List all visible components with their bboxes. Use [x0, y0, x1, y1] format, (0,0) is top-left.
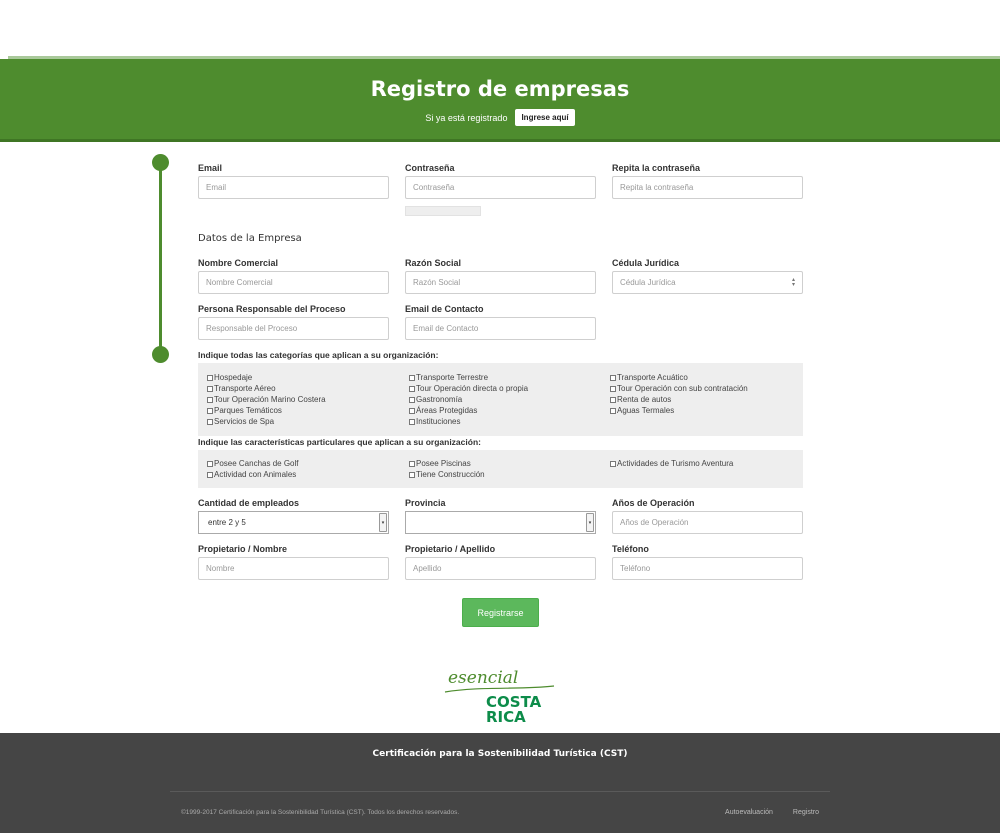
checkbox-icon[interactable]: [610, 461, 616, 467]
responsible-placeholder: Responsable del Proceso: [206, 324, 298, 333]
province-select[interactable]: [405, 511, 596, 534]
feature-label: Tiene Construcción: [416, 470, 485, 479]
page-header: [0, 59, 1000, 142]
checkbox-icon[interactable]: [409, 419, 415, 425]
logo-wordmark: [486, 695, 541, 725]
password-strength-meter: [405, 206, 481, 216]
category-checkbox[interactable]: [610, 384, 748, 393]
email-placeholder: Email: [206, 183, 227, 192]
repeat-password-placeholder: Repita la contraseña: [620, 183, 694, 192]
years-label: Años de Operación: [612, 498, 695, 508]
category-label: Hospedaje: [214, 373, 253, 382]
employees-value: entre 2 y 5: [208, 518, 246, 527]
owner-last-field[interactable]: [405, 557, 596, 580]
dropdown-arrow-icon[interactable]: ▾: [586, 513, 594, 532]
footer-link-registro[interactable]: Registro: [792, 809, 819, 816]
feature-checkbox[interactable]: [207, 459, 299, 468]
trade-name-placeholder: Nombre Comercial: [206, 278, 273, 287]
login-prompt: [0, 109, 1000, 126]
category-checkbox[interactable]: [207, 406, 282, 415]
category-checkbox[interactable]: [207, 417, 274, 426]
category-label: Servicios de Spa: [214, 417, 275, 426]
category-label: Instituciones: [416, 417, 461, 426]
contact-email-placeholder: Email de Contacto: [413, 324, 479, 333]
category-checkbox[interactable]: [610, 406, 674, 415]
category-checkbox[interactable]: [409, 417, 460, 426]
legal-name-placeholder: Razón Social: [413, 278, 461, 287]
feature-checkbox[interactable]: [610, 459, 733, 468]
checkbox-icon[interactable]: [409, 375, 415, 381]
phone-label: Teléfono: [612, 544, 649, 554]
checkbox-icon[interactable]: [207, 461, 213, 467]
responsible-label: Persona Responsable del Proceso: [198, 304, 346, 314]
employees-label: Cantidad de empleados: [198, 498, 300, 508]
years-placeholder: Años de Operación: [620, 518, 689, 527]
footer-title: Certificación para la Sostenibilidad Turística (CST): [372, 749, 628, 759]
category-checkbox[interactable]: [409, 373, 488, 382]
owner-first-placeholder: Nombre: [206, 564, 235, 573]
feature-checkbox[interactable]: [409, 459, 471, 468]
features-label: Indique las características particulares que aplican a su organización:: [198, 437, 481, 447]
category-label: Transporte Aéreo: [214, 384, 276, 393]
dropdown-arrow-icon[interactable]: ▾: [379, 513, 387, 532]
feature-label: Actividad con Animales: [214, 470, 297, 479]
owner-last-placeholder: Apellido: [413, 564, 442, 573]
email-field[interactable]: [198, 176, 389, 199]
owner-first-label: Propietario / Nombre: [198, 544, 288, 554]
legal-id-label: Cédula Jurídica: [612, 258, 680, 268]
owner-last-label: Propietario / Apellido: [405, 544, 496, 554]
checkbox-icon[interactable]: [207, 419, 213, 425]
checkbox-icon[interactable]: [610, 375, 616, 381]
category-checkbox[interactable]: [409, 406, 477, 415]
checkbox-icon[interactable]: [207, 408, 213, 414]
categories-label: Indique todas las categorías que aplican a su organización:: [198, 350, 439, 360]
contact-email-label: Email de Contacto: [405, 304, 484, 314]
contact-email-field[interactable]: [405, 317, 596, 340]
checkbox-icon[interactable]: [207, 472, 213, 478]
category-checkbox[interactable]: [610, 373, 688, 382]
category-label: Tour Operación con sub contratación: [617, 384, 748, 393]
category-label: Tour Operación directa o propia: [416, 384, 529, 393]
trade-name-field[interactable]: [198, 271, 389, 294]
years-field[interactable]: [612, 511, 803, 534]
category-label: Tour Operación Marino Costera: [214, 395, 326, 404]
legal-name-field[interactable]: [405, 271, 596, 294]
trade-name-label: Nombre Comercial: [198, 258, 279, 268]
category-label: Gastronomía: [416, 395, 463, 404]
employees-select[interactable]: [198, 511, 389, 534]
password-placeholder: Contraseña: [413, 183, 455, 192]
features-panel: [198, 450, 803, 488]
password-field[interactable]: [405, 176, 596, 199]
checkbox-icon[interactable]: [207, 397, 213, 403]
repeat-password-label: Repita la contraseña: [612, 163, 701, 173]
phone-field[interactable]: [612, 557, 803, 580]
phone-placeholder: Teléfono: [620, 564, 651, 573]
responsible-field[interactable]: [198, 317, 389, 340]
register-button[interactable]: Registrarse: [462, 598, 539, 627]
page-footer: [0, 733, 1000, 833]
category-checkbox[interactable]: [207, 373, 252, 382]
checkbox-icon[interactable]: [610, 386, 616, 392]
feature-label: Actividades de Turismo Aventura: [617, 459, 734, 468]
number-spinner-icon[interactable]: ▴ ▾: [791, 277, 795, 288]
esencial-costa-rica-logo: [440, 668, 560, 730]
legal-id-field[interactable]: [612, 271, 803, 294]
checkbox-icon[interactable]: [409, 386, 415, 392]
footer-divider: [170, 791, 830, 792]
category-label: Áreas Protegidas: [416, 406, 478, 415]
progress-dot-end: [152, 346, 169, 363]
checkbox-icon[interactable]: [409, 408, 415, 414]
checkbox-icon[interactable]: [207, 386, 213, 392]
repeat-password-field[interactable]: [612, 176, 803, 199]
owner-first-field[interactable]: [198, 557, 389, 580]
category-checkbox[interactable]: [409, 384, 528, 393]
footer-copyright: ©1999-2017 Certificación para la Sostenibilidad Turística (CST). Todos los derechos reservados.: [181, 809, 460, 816]
category-label: Aguas Termales: [617, 406, 675, 415]
category-checkbox[interactable]: [409, 395, 462, 404]
checkbox-icon[interactable]: [409, 472, 415, 478]
checkbox-icon[interactable]: [409, 461, 415, 467]
progress-line: [159, 162, 162, 355]
password-label: Contraseña: [405, 163, 455, 173]
logo-line-1: COSTA: [486, 693, 542, 711]
category-label: Transporte Acuático: [617, 373, 688, 382]
legal-name-label: Razón Social: [405, 258, 462, 268]
feature-checkbox[interactable]: [207, 470, 296, 479]
checkbox-icon[interactable]: [610, 397, 616, 403]
category-label: Parques Temáticos: [214, 406, 282, 415]
progress-dot-start: [152, 154, 169, 171]
feature-label: Posee Canchas de Golf: [214, 459, 299, 468]
logo-line-2: RICA: [486, 708, 526, 726]
province-label: Provincia: [405, 498, 446, 508]
category-checkbox[interactable]: [207, 395, 326, 404]
checkbox-icon[interactable]: [207, 375, 213, 381]
email-label: Email: [198, 163, 223, 173]
footer-link-autoevaluacion[interactable]: Autoevaluación: [725, 809, 773, 816]
company-section-title: Datos de la Empresa: [198, 233, 302, 244]
already-registered-text: Si ya está registrado: [425, 112, 508, 123]
checkbox-icon[interactable]: [610, 408, 616, 414]
footer-links: [725, 809, 819, 816]
category-checkbox[interactable]: [610, 395, 671, 404]
category-label: Renta de autos: [617, 395, 672, 404]
logo-script-text: esencial: [448, 668, 519, 688]
category-label: Transporte Terrestre: [416, 373, 489, 382]
feature-label: Posee Piscinas: [416, 459, 471, 468]
feature-checkbox[interactable]: [409, 470, 485, 479]
checkbox-icon[interactable]: [409, 397, 415, 403]
page-title: Registro de empresas: [370, 77, 630, 101]
login-button[interactable]: Ingrese aquí: [515, 109, 574, 126]
legal-id-placeholder: Cédula Jurídica: [620, 278, 676, 287]
category-checkbox[interactable]: [207, 384, 276, 393]
